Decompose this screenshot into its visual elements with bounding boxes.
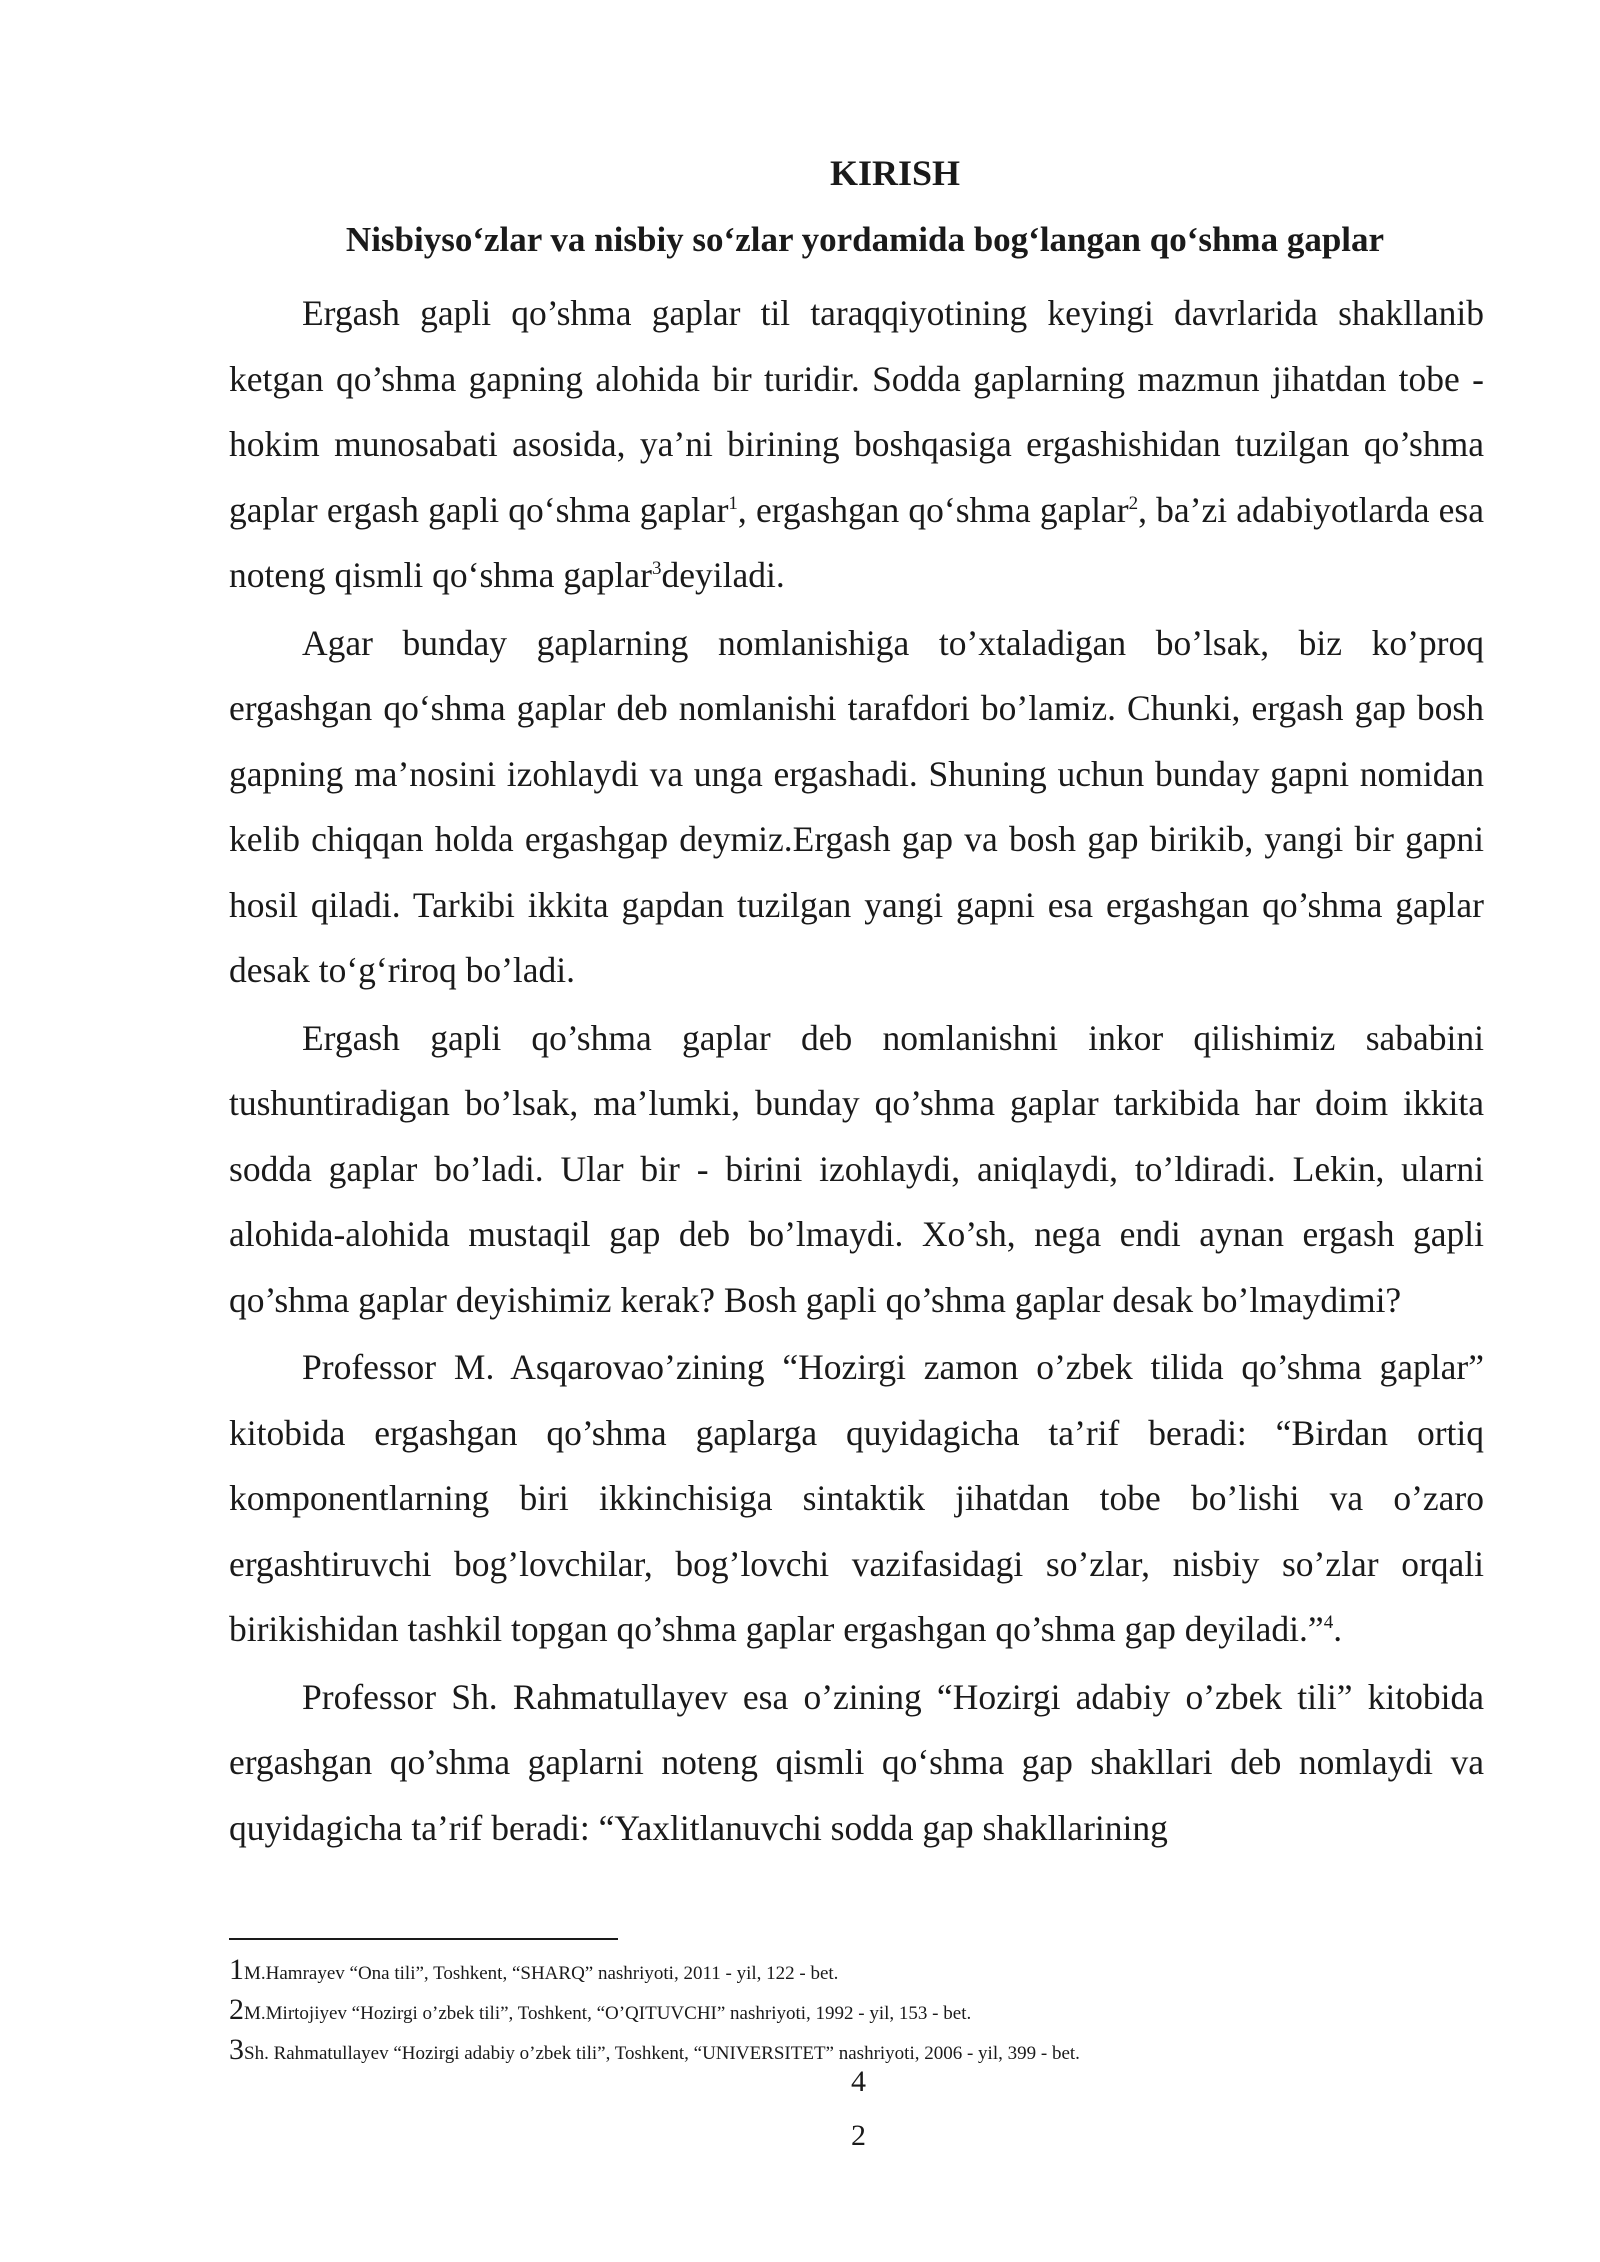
footnote-ref-3[interactable]: 3	[651, 558, 662, 580]
paragraph-1	[229, 281, 1484, 609]
paragraph-1-text-d: deyiladi.	[661, 555, 785, 595]
paragraph-4	[229, 1335, 1484, 1663]
footnote-3	[229, 2030, 1484, 2070]
paragraph-1-text-b: , ergashgan qo‘shma gaplar	[737, 489, 1129, 530]
footnote-ref-1[interactable]: 1	[728, 492, 738, 514]
paragraph-3: Ergash gapli qo’shma gaplar deb nomlanishni inkor qilishimiz sababini tushuntiradigan bo’lsak, ma’lumki, bunday qo’shma gaplar tarkibida har doim ikkita sodda gaplar bo’ladi. Ular bir - birini izohlaydi, aniqlaydi, to’ldiradi. Lekin, ularni alohida-alohida mustaqil gap deb bo’lmaydi. Xo’sh, nega endi aynan ergash gapli qo’shma gaplar deyishimiz kerak? Bosh gapli qo’shma gaplar desak bo’lmaydimi?	[229, 1017, 1484, 1320]
paragraph-5: Professor Sh. Rahmatullayev esa o’zining “Hozirgi adabiy o’zbek tili” kitobida ergashgan qo’shma gaplarni noteng qismli qo‘shma gap shakllari deb nomlaydi va quyidagicha ta’rif beradi: “Yaxlitlanuvchi sodda gap shakllarining	[229, 1676, 1484, 1848]
footnote-ref-2[interactable]: 2	[1128, 492, 1139, 514]
body-text	[229, 281, 1484, 1863]
paragraph-4-text-a: Professor M. Asqarovao’zining “Hozirgi zamon o’zbek tilida qo’shma gaplar” kitobida ergashgan qo’shma gaplarga quyidagicha ta’rif beradi: “Birdan ortiq komponentlarning biri ikkinchisiga sintaktik jihatdan tobe bo’lishi va o’zaro ergashtiruvchi bog’lovchilar, bog’lovchi vazifasidagi so’zlar, nisbiy so’zlar orqali birikishidan tashkil topgan qo’shma gaplar ergashgan qo’shma gap deyiladi.”	[229, 1347, 1484, 1649]
footnotes	[229, 1950, 1484, 2070]
section-subtitle: Nisbiyso‘zlar va nisbiy so‘zlar yordamida bog‘langan qo‘shma gaplar	[345, 220, 1385, 259]
footnote-number-4: 4	[851, 2065, 866, 2098]
footnote-number: 1	[229, 1953, 244, 1986]
footnote-text: M.Hamrayev “Ona tili”, Toshkent, “SHARQ” nashriyoti, 2011 - yil, 122 - bet.	[244, 1963, 839, 1984]
footnote-ref-4[interactable]: 4	[1323, 1612, 1334, 1634]
paragraph-1-text-a: Ergash gapli qo’shma gaplar til taraqqiyotining keyingi davrlarida shakllanib ketgan qo’shma gapning alohida bir turidir. Sodda gaplarning mazmun jihatdan tobe - hokim munosabati asosida, ya’ni birining boshqasiga ergashishidan tuzilgan qo’shma gaplar ergash gapli qo‘shma gaplar	[229, 293, 1484, 530]
page-number: 2	[851, 2119, 866, 2152]
footnote-text: M.Mirtojiyev “Hozirgi o’zbek tili”, Toshkent, “O’QITUVCHI” nashriyoti, 1992 - yil, 153 - bet.	[244, 2003, 972, 2024]
footnote-1	[229, 1950, 1484, 1990]
paragraph-2: Agar bunday gaplarning nomlanishiga to’xtaladigan bo’lsak, biz ko’proq ergashgan qo‘shma gaplar deb nomlanishi tarafdori bo’lamiz. Chunki, ergash gap bosh gapning ma’nosini izohlaydi va unga ergashadi. Shuning uchun bunday gapni nomidan kelib chiqqan holda ergashgap deymiz.Ergash gap va bosh gap birikib, yangi bir gapni hosil qiladi. Tarkibi ikkita gapdan tuzilgan yangi gapni esa ergashgan qo’shma gaplar desak to‘g‘riroq bo’ladi.	[229, 622, 1484, 990]
footnote-number: 3	[229, 2033, 244, 2066]
page-title: KIRISH	[829, 153, 961, 193]
footnote-separator	[229, 1938, 618, 1940]
footnote-number: 2	[229, 1993, 244, 2026]
paragraph-4-text-b: .	[1333, 1609, 1343, 1649]
paragraph-1-text-c: , ba’zi adabiyotlarda esa noteng qismli qo‘shma gaplar	[229, 489, 1484, 595]
footnote-2	[229, 1990, 1484, 2030]
footnote-text: Sh. Rahmatullayev “Hozirgi adabiy o’zbek tili”, Toshkent, “UNIVERSITET” nashriyoti, 2006 - yil, 399 - bet.	[244, 2043, 1080, 2064]
